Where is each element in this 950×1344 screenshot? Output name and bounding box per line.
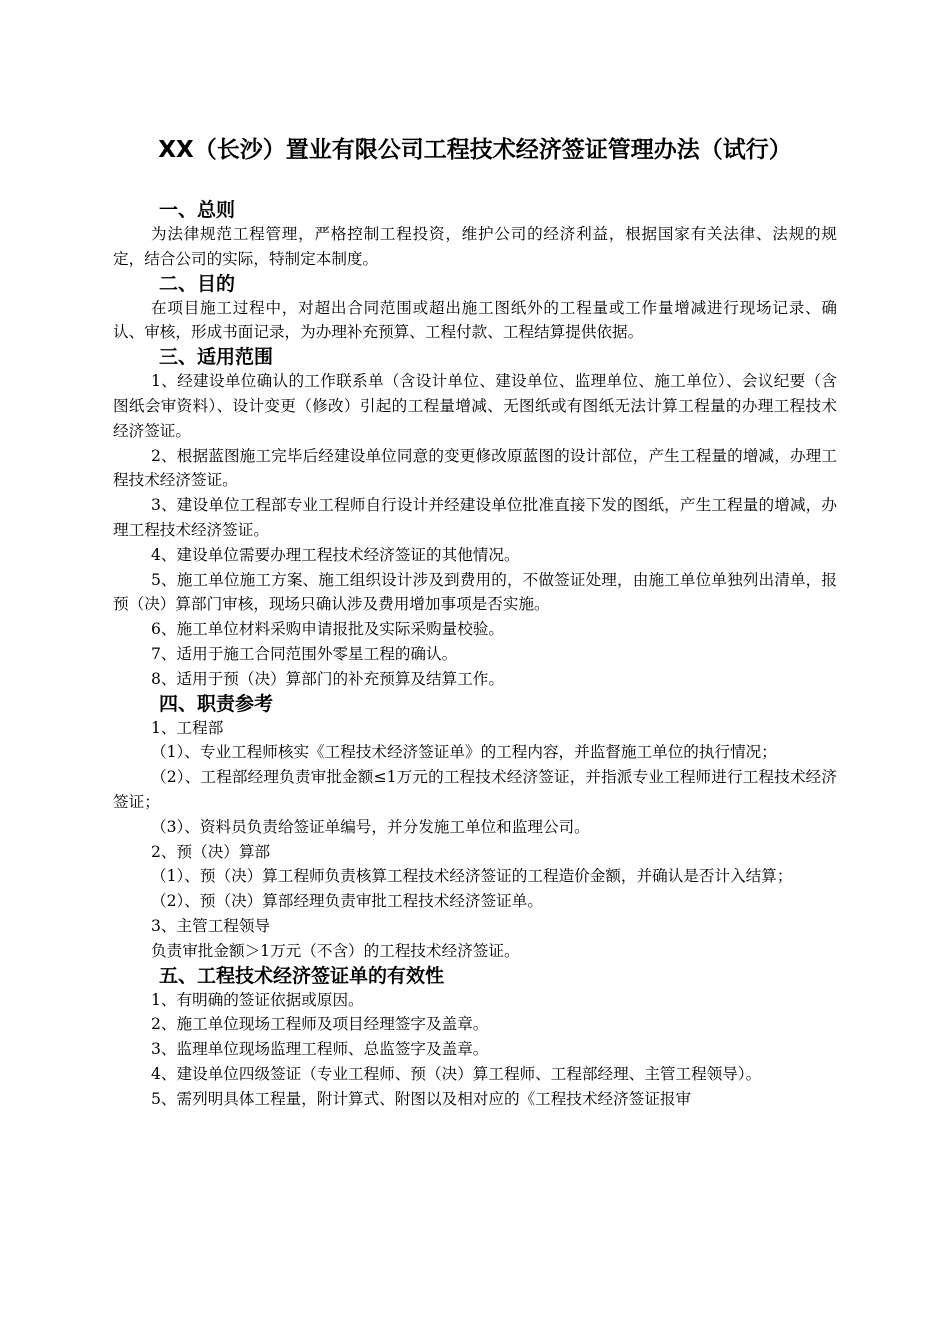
paragraph: 5、需列明具体工程量，附计算式、附图以及相对应的《工程技术经济签证报审	[151, 1089, 692, 1108]
paragraph: 1、有明确的签证依据或原因。	[151, 990, 364, 1009]
section-heading-scope: 三、适用范围	[159, 346, 274, 369]
paragraph: 8、适用于预（决）算部门的补充预算及结算工作。	[151, 669, 504, 688]
paragraph: 2、施工单位现场工程师及项目经理签字及盖章。	[151, 1015, 489, 1034]
section-heading-general: 一、总则	[159, 199, 236, 221]
document-body	[113, 198, 837, 1112]
paragraph: 在项目施工过程中，对超出合同范围或超出施工图纸外的工程量或工作量增减进行现场记录、确认、审核，形成书面记录，为办理补充预算、工程付款、工程结算提供依据。	[113, 298, 837, 342]
paragraph: 4、建设单位四级签证（专业工程师、预（决）算工程师、工程部经理、主管工程领导）。	[151, 1064, 762, 1083]
paragraph: 7、适用于施工合同范围外零星工程的确认。	[151, 644, 458, 663]
paragraph: 3、主管工程领导	[151, 916, 271, 935]
paragraph: 2、根据蓝图施工完毕后经建设单位同意的变更修改原蓝图的设计部位，产生工程量的增减，办理工程技术经济签证。	[113, 446, 837, 490]
paragraph: （2）、工程部经理负责审批金额≤1万元的工程技术经济签证，并指派专业工程师进行工程技术经济签证；	[113, 768, 837, 811]
paragraph: 负责审批金额＞1万元（不含）的工程技术经济签证。	[151, 941, 520, 960]
paragraph: 为法律规范工程管理，严格控制工程投资，维护公司的经济利益，根据国家有关法律、法规的规定，结合公司的实际，特制定本制度。	[113, 225, 837, 268]
paragraph: 3、监理单位现场监理工程师、总监签字及盖章。	[151, 1040, 489, 1059]
paragraph: （3）、资料员负责给签证单编号，并分发施工单位和监理公司。	[151, 817, 590, 836]
paragraph: 6、施工单位材料采购申请报批及实际采购量校验。	[151, 620, 504, 639]
document-title: XX（长沙）置业有限公司工程技术经济签证管理办法（试行）	[158, 137, 792, 163]
paragraph: 4、建设单位需要办理工程技术经济签证的其他情况。	[151, 545, 520, 564]
paragraph: 1、工程部	[151, 718, 224, 737]
section-heading-validity: 五、工程技术经济签证单的有效性	[159, 964, 445, 987]
paragraph: 3、建设单位工程部专业工程师自行设计并经建设单位批准直接下发的图纸，产生工程量的增减，办理工程技术经济签证。	[113, 496, 837, 539]
paragraph: 5、施工单位施工方案、施工组织设计涉及到费用的，不做签证处理，由施工单位单独列出清单，报预（决）算部门审核，现场只确认涉及费用增加事项是否实施。	[113, 570, 837, 614]
section-heading-responsibilities: 四、职责参考	[159, 692, 274, 715]
paragraph: （1）、预（决）算工程师负责核算工程技术经济签证的工程造价金额，并确认是否计入结算；	[151, 867, 793, 886]
paragraph: 1、经建设单位确认的工作联系单（含设计单位、建设单位、监理单位、施工单位）、会议纪要（含图纸会审资料）、设计变更（修改）引起的工程量增减、无图纸或有图纸无法计算工程量的办理工程技术经济签证。	[113, 372, 837, 440]
paragraph: （1）、专业工程师核实《工程技术经济签证单》的工程内容，并监督施工单位的执行情况；	[151, 743, 777, 762]
paragraph: 2、预（决）算部	[151, 842, 271, 861]
section-heading-purpose: 二、目的	[159, 272, 236, 295]
paragraph: （2）、预（决）算部经理负责审批工程技术经济签证单。	[151, 892, 543, 911]
